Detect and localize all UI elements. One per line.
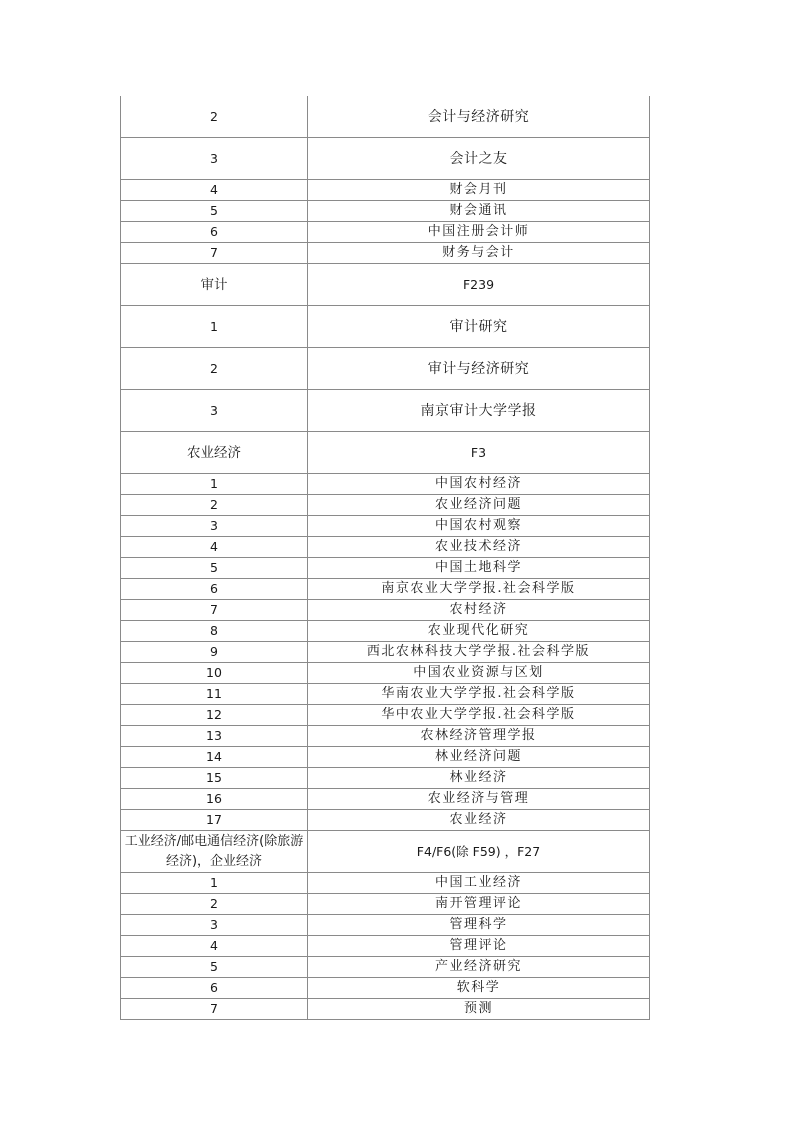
- rank-number: 12: [121, 705, 308, 726]
- journal-name: 南京审计大学学报: [308, 390, 650, 432]
- journal-name: 预测: [308, 999, 650, 1020]
- rank-number: 7: [121, 600, 308, 621]
- journal-row: [121, 180, 650, 201]
- journal-row: [121, 138, 650, 180]
- rank-number: 10: [121, 663, 308, 684]
- journal-name: 农业经济与管理: [308, 789, 650, 810]
- journal-name: 华南农业大学学报.社会科学版: [308, 684, 650, 705]
- rank-number: 7: [121, 243, 308, 264]
- rank-number: 14: [121, 747, 308, 768]
- journal-row: [121, 789, 650, 810]
- rank-number: 3: [121, 516, 308, 537]
- journal-name: 中国土地科学: [308, 558, 650, 579]
- journal-row: [121, 222, 650, 243]
- rank-number: 1: [121, 306, 308, 348]
- journal-row: [121, 894, 650, 915]
- journal-name: 审计研究: [308, 306, 650, 348]
- journal-row: [121, 201, 650, 222]
- classification-code: F4/F6(除 F59) ，F27: [308, 831, 650, 873]
- journal-name: 会计与经济研究: [308, 96, 650, 138]
- journal-name: 南京农业大学学报.社会科学版: [308, 579, 650, 600]
- journal-table-body: [121, 96, 650, 1020]
- rank-number: 2: [121, 348, 308, 390]
- rank-number: 5: [121, 957, 308, 978]
- journal-row: [121, 243, 650, 264]
- journal-row: [121, 516, 650, 537]
- journal-row: [121, 537, 650, 558]
- rank-number: 1: [121, 474, 308, 495]
- journal-row: [121, 705, 650, 726]
- journal-name: 管理科学: [308, 915, 650, 936]
- journal-name: 财会月刊: [308, 180, 650, 201]
- journal-row: [121, 621, 650, 642]
- journal-row: [121, 495, 650, 516]
- rank-number: 5: [121, 201, 308, 222]
- journal-row: [121, 579, 650, 600]
- journal-name: 林业经济: [308, 768, 650, 789]
- rank-number: 4: [121, 537, 308, 558]
- category-name: 审计: [121, 264, 308, 306]
- rank-number: 15: [121, 768, 308, 789]
- rank-number: 1: [121, 873, 308, 894]
- journal-row: [121, 726, 650, 747]
- journal-row: [121, 348, 650, 390]
- classification-code: F239: [308, 264, 650, 306]
- journal-name: 中国注册会计师: [308, 222, 650, 243]
- journal-name: 华中农业大学学报.社会科学版: [308, 705, 650, 726]
- journal-name: 会计之友: [308, 138, 650, 180]
- rank-number: 5: [121, 558, 308, 579]
- rank-number: 4: [121, 180, 308, 201]
- journal-name: 中国农业资源与区划: [308, 663, 650, 684]
- rank-number: 6: [121, 579, 308, 600]
- journal-row: [121, 915, 650, 936]
- journal-row: [121, 873, 650, 894]
- journal-name: 产业经济研究: [308, 957, 650, 978]
- rank-number: 2: [121, 894, 308, 915]
- journal-name: 农业经济: [308, 810, 650, 831]
- journal-row: [121, 96, 650, 138]
- category-row: [121, 831, 650, 873]
- journal-name: 审计与经济研究: [308, 348, 650, 390]
- journal-name: 西北农林科技大学学报.社会科学版: [308, 642, 650, 663]
- journal-name: 中国工业经济: [308, 873, 650, 894]
- rank-number: 11: [121, 684, 308, 705]
- category-row: [121, 264, 650, 306]
- journal-name: 财会通讯: [308, 201, 650, 222]
- rank-number: 2: [121, 96, 308, 138]
- journal-row: [121, 474, 650, 495]
- category-name: 工业经济/邮电通信经济(除旅游经济)，企业经济: [121, 831, 308, 873]
- rank-number: 17: [121, 810, 308, 831]
- journal-name: 农业现代化研究: [308, 621, 650, 642]
- category-row: [121, 432, 650, 474]
- journal-row: [121, 936, 650, 957]
- journal-row: [121, 999, 650, 1020]
- journal-name: 南开管理评论: [308, 894, 650, 915]
- journal-name: 软科学: [308, 978, 650, 999]
- journal-row: [121, 558, 650, 579]
- journal-table-container: [120, 96, 649, 1020]
- journal-name: 农村经济: [308, 600, 650, 621]
- rank-number: 6: [121, 978, 308, 999]
- category-name: 农业经济: [121, 432, 308, 474]
- rank-number: 8: [121, 621, 308, 642]
- journal-name: 财务与会计: [308, 243, 650, 264]
- journal-row: [121, 768, 650, 789]
- journal-name: 管理评论: [308, 936, 650, 957]
- journal-row: [121, 390, 650, 432]
- rank-number: 13: [121, 726, 308, 747]
- journal-row: [121, 684, 650, 705]
- journal-row: [121, 978, 650, 999]
- journal-row: [121, 747, 650, 768]
- journal-name: 中国农村经济: [308, 474, 650, 495]
- journal-name: 林业经济问题: [308, 747, 650, 768]
- rank-number: 3: [121, 138, 308, 180]
- journal-row: [121, 810, 650, 831]
- journal-row: [121, 957, 650, 978]
- journal-name: 农林经济管理学报: [308, 726, 650, 747]
- classification-code: F3: [308, 432, 650, 474]
- journal-row: [121, 600, 650, 621]
- journal-row: [121, 663, 650, 684]
- rank-number: 3: [121, 390, 308, 432]
- journal-name: 农业经济问题: [308, 495, 650, 516]
- journal-name: 中国农村观察: [308, 516, 650, 537]
- rank-number: 16: [121, 789, 308, 810]
- rank-number: 7: [121, 999, 308, 1020]
- rank-number: 2: [121, 495, 308, 516]
- rank-number: 4: [121, 936, 308, 957]
- rank-number: 9: [121, 642, 308, 663]
- journal-list-table: [120, 96, 650, 1020]
- journal-row: [121, 642, 650, 663]
- journal-name: 农业技术经济: [308, 537, 650, 558]
- journal-row: [121, 306, 650, 348]
- rank-number: 6: [121, 222, 308, 243]
- rank-number: 3: [121, 915, 308, 936]
